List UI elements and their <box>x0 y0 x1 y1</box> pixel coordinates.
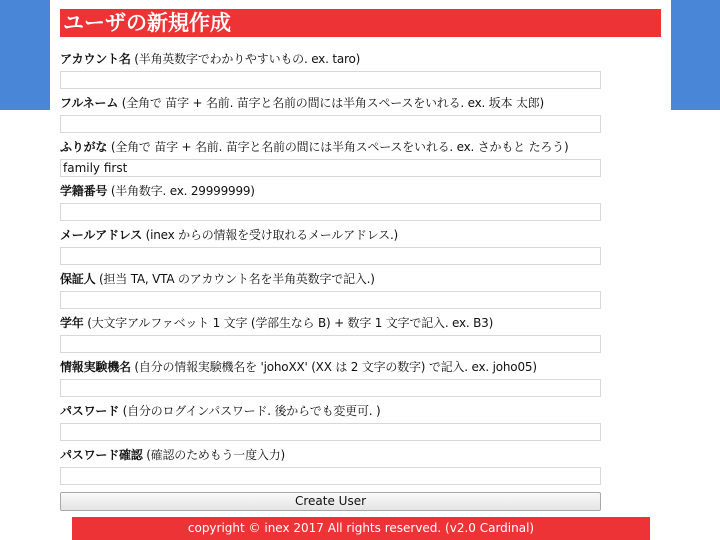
field-label-name: 保証人 <box>60 272 96 286</box>
field-label-hint: (inex からの情報を受け取れるメールアドレス.) <box>142 228 399 242</box>
field-label-name: 学年 <box>60 316 84 330</box>
field-student-id <box>60 183 601 221</box>
field-label-hint: (自分の情報実験機名を 'johoXX' (XX は 2 文字の数字) で記入. ex. joho05) <box>130 360 537 374</box>
field-account-name <box>60 51 601 89</box>
full-name-input[interactable] <box>60 115 601 133</box>
field-label-name: 情報実験機名 <box>60 360 131 374</box>
field-label-hint: (半角英数字でわかりやすいもの. ex. taro) <box>130 52 361 66</box>
field-email <box>60 227 601 265</box>
field-label-name: メールアドレス <box>60 228 143 242</box>
guarantor-input[interactable] <box>60 291 601 309</box>
field-label <box>60 447 601 463</box>
email-input[interactable] <box>60 247 601 265</box>
field-label <box>60 403 601 419</box>
title-bar <box>60 9 661 37</box>
main-panel <box>50 0 671 540</box>
field-guarantor <box>60 271 601 309</box>
machine-name-input[interactable] <box>60 379 601 397</box>
grade-input[interactable] <box>60 335 601 353</box>
password-confirm-input[interactable] <box>60 467 601 485</box>
student-id-input[interactable] <box>60 203 601 221</box>
field-label-hint: (全角で 苗字 + 名前. 苗字と名前の間には半角スペースをいれる. ex. 坂本 太郎) <box>118 96 545 110</box>
account-name-input[interactable] <box>60 71 601 89</box>
field-password <box>60 403 601 441</box>
background-left-strip <box>0 0 50 110</box>
field-label <box>60 227 601 243</box>
field-label-hint: (半角数字. ex. 29999999) <box>107 184 255 198</box>
field-password-confirm <box>60 447 601 485</box>
field-grade <box>60 315 601 353</box>
field-label <box>60 271 601 287</box>
field-machine-name <box>60 359 601 397</box>
field-label-name: ふりがな <box>60 140 108 154</box>
field-label <box>60 359 601 375</box>
field-furigana <box>60 139 601 177</box>
field-label <box>60 139 601 155</box>
field-label <box>60 95 601 111</box>
furigana-input[interactable] <box>60 159 601 177</box>
field-label <box>60 315 601 331</box>
field-full-name <box>60 95 601 133</box>
password-input[interactable] <box>60 423 601 441</box>
page-title: ユーザの新規作成 <box>63 11 231 35</box>
field-label-name: パスワード確認 <box>60 448 143 462</box>
field-label-hint: (大文字アルファベット 1 文字 (学部生なら B) + 数字 1 文字で記入. ex. B3) <box>83 316 494 330</box>
field-label-name: パスワード <box>60 404 120 418</box>
field-label-hint: (担当 TA, VTA のアカウント名を半角英数字で記入.) <box>95 272 375 286</box>
field-label-name: 学籍番号 <box>60 184 108 198</box>
field-label <box>60 183 601 199</box>
field-label-hint: (全角で 苗字 + 名前. 苗字と名前の間には半角スペースをいれる. ex. さかもと たろう) <box>107 140 569 154</box>
field-label-name: フルネーム <box>60 96 119 110</box>
field-label <box>60 51 601 67</box>
create-user-button[interactable]: Create User <box>60 492 601 511</box>
field-label-hint: (確認のためもう一度入力) <box>142 448 285 462</box>
field-label-hint: (自分のログインパスワード. 後からでも変更可. ) <box>119 404 381 418</box>
field-label-name: アカウント名 <box>60 52 131 66</box>
footer-copyright: copyright © inex 2017 All rights reserved. (v2.0 Cardinal) <box>72 517 650 540</box>
